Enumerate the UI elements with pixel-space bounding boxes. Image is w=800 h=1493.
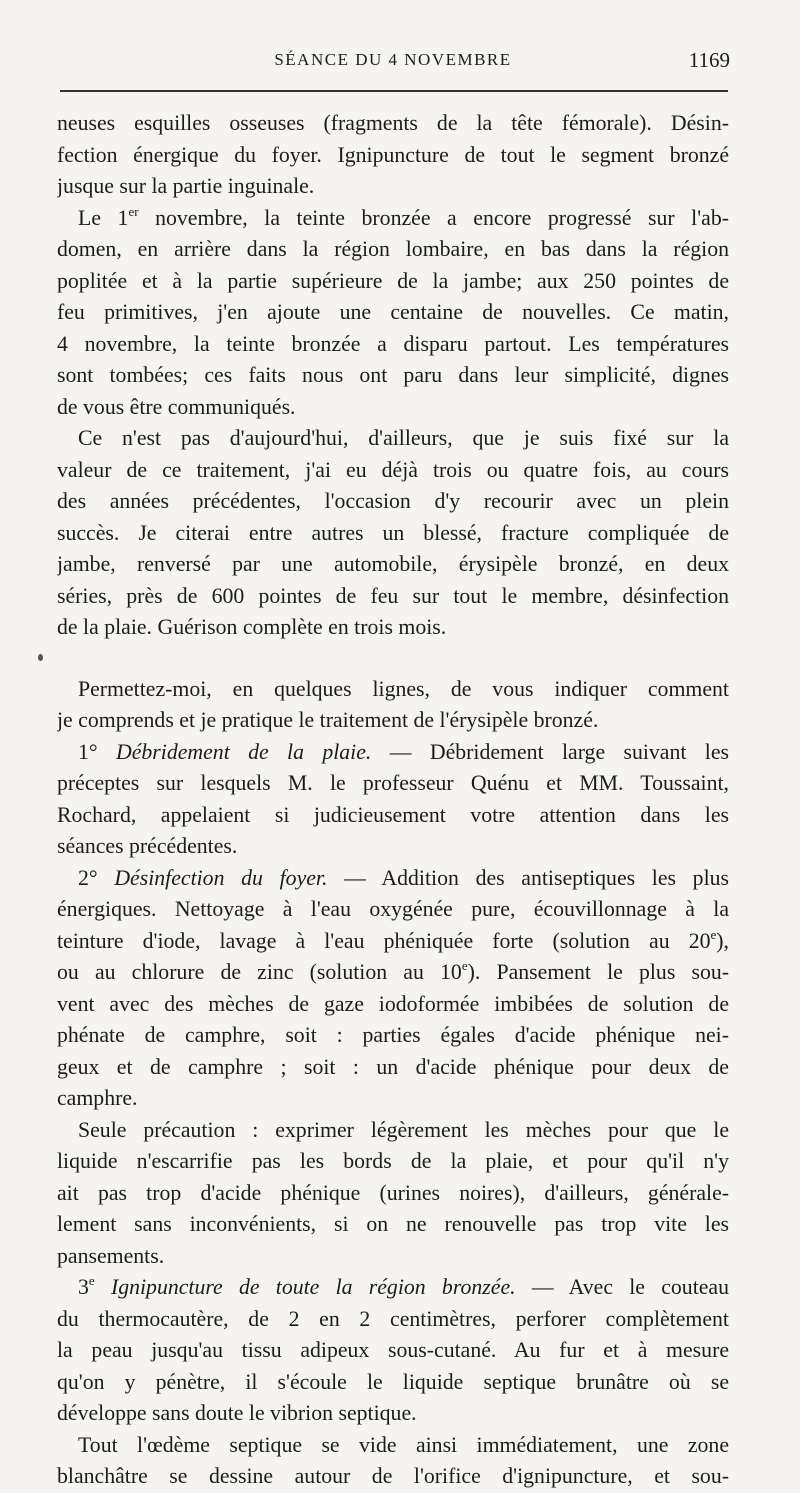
text-line: vent avec des mèches de gaze iodoformée imbibées de solution de xyxy=(57,991,729,1016)
text-line: pansements. xyxy=(57,1243,165,1268)
text-line: fection énergique du foyer. Ignipuncture de tout le segment bronzé xyxy=(57,142,729,167)
text-line: de la plaie. Guérison complète en trois mois. xyxy=(57,615,447,639)
text-line: ou au chlorure de zinc (solution au 10e). Pansement le plus sou- xyxy=(57,958,729,984)
text-line: jambe, renversé par une automobile, érysipèle bronzé, en deux xyxy=(57,552,729,576)
text-line: développe sans doute le vibrion septique. xyxy=(57,1401,417,1425)
section-1-title: Débridement de la plaie. xyxy=(115,739,372,764)
page-header xyxy=(58,48,728,76)
text-line: des années précédentes, l'occasion d'y recourir avec un plein xyxy=(57,489,729,513)
text-line: Rochard, appelaient si judicieusement votre attention dans les xyxy=(57,802,729,827)
text-line: feu primitives, j'en ajoute une centaine de nouvelles. Ce matin, xyxy=(57,300,729,324)
text-line: phénate de camphre, soit : parties égales d'acide phénique nei- xyxy=(57,1023,729,1047)
text-line: blanchâtre se dessine autour de l'orifice d'ignipuncture, et sou- xyxy=(57,1464,729,1488)
paragraph-gap xyxy=(57,644,729,674)
text-line: ait pas trop d'acide phénique (urines noires), d'ailleurs, générale- xyxy=(57,1180,729,1205)
text-line: sont tombées; ces faits nous ont paru dans leur simplicité, dignes xyxy=(57,363,729,387)
text-line: liquide n'escarrifie pas les bords de la plaie, et pour qu'il n'y xyxy=(57,1149,729,1173)
text-line: teinture d'iode, lavage à l'eau phéniquée forte (solution au 20e), xyxy=(57,926,729,953)
text-line: Ce n'est pas d'aujourd'hui, d'ailleurs, que je suis fixé sur la xyxy=(78,426,729,450)
text-line: du thermocautère, de 2 en 2 centimètres, perforer complètement xyxy=(57,1306,729,1331)
text-line: qu'on y pénètre, il s'écoule le liquide septique brunâtre où se xyxy=(57,1369,729,1394)
section-2-heading-line: 2° Désinfection du foyer. — Addition des antiseptiques les plus xyxy=(78,865,729,890)
text-line: geux et de camphre ; soit : un d'acide phénique pour deux de xyxy=(57,1054,729,1079)
section-3-heading-line: 3e Ignipuncture de toute la région bronzée. — Avec le couteau xyxy=(78,1273,729,1299)
running-title: SÉANCE DU 4 NOVEMBRE xyxy=(274,50,512,69)
text-line: 4 novembre, la teinte bronzée a disparu partout. Les températures xyxy=(57,331,729,356)
text-line: valeur de ce traitement, j'ai eu déjà trois ou quatre fois, au cours xyxy=(57,457,729,482)
text-line: jusque sur la partie inguinale. xyxy=(57,174,315,198)
section-3-title: Ignipuncture de toute la région bronzée. xyxy=(110,1275,516,1299)
text-line: poplitée et à la partie supérieure de la jambe; aux 250 pointes de xyxy=(57,268,729,293)
text-line: Permettez-moi, en quelques lignes, de vous indiquer comment xyxy=(78,676,729,701)
section-1-heading-line: 1° Débridement de la plaie. — Débridement large suivant les xyxy=(78,739,729,764)
text-line: lement sans inconvénients, si on ne renouvelle pas trop vite les xyxy=(57,1212,729,1236)
text-line: énergiques. Nettoyage à l'eau oxygénée pure, écouvillonnage à la xyxy=(57,897,729,921)
text-line: séances précédentes. xyxy=(57,834,238,858)
text-line: camphre. xyxy=(57,1086,138,1110)
text-line: domen, en arrière dans la région lombaire, en bas dans la région xyxy=(57,237,729,261)
text-line: séries, près de 600 pointes de feu sur tout le membre, désinfection xyxy=(57,583,729,608)
text-line: Seule précaution : exprimer légèrement les mèches pour que le xyxy=(78,1117,729,1142)
page-number: 1169 xyxy=(688,48,730,72)
text-line: succès. Je citerai entre autres un blessé, fracture compliquée de xyxy=(57,520,729,545)
text-line: neuses esquilles osseuses (fragments de la tête fémorale). Désin- xyxy=(57,111,729,135)
body-text xyxy=(57,108,729,1493)
text-line: Tout l'œdème septique se vide ainsi immédiatement, une zone xyxy=(78,1432,729,1457)
margin-speck xyxy=(38,654,43,661)
section-2-title: Désinfection du foyer. xyxy=(114,865,328,890)
text-line: la peau jusqu'au tissu adipeux sous-cutané. Au fur et à mesure xyxy=(57,1338,729,1362)
text-line: de vous être communiqués. xyxy=(57,394,296,419)
text-line: préceptes sur lesquels M. le professeur Quénu et MM. Toussaint, xyxy=(57,771,729,795)
text-line: je comprends et je pratique le traitement de l'érysipèle bronzé. xyxy=(57,708,599,732)
text-line: Le 1er novembre, la teinte bronzée a encore progressé sur l'ab- xyxy=(78,203,729,230)
header-rule xyxy=(60,90,728,92)
